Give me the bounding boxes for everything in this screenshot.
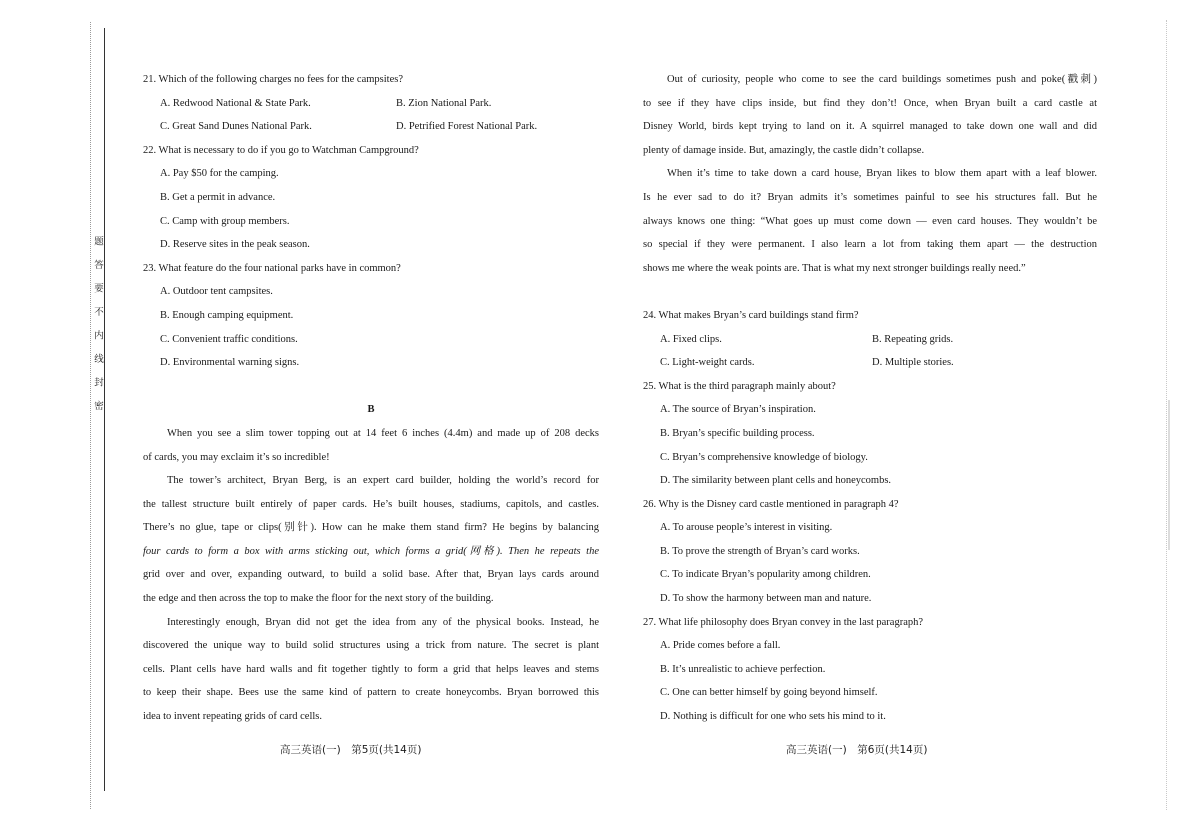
option-23-d: D. Environmental warning signs. — [160, 357, 300, 369]
passage-line: The tower’s architect, Bryan Berg, is an expert card builder, holding the world’s record for — [167, 475, 599, 487]
question-23-stem: 23. What feature do the four national parks have in common? — [143, 262, 401, 274]
option-26-b: B. To prove the strength of Bryan’s card works. — [660, 545, 860, 557]
question-26-stem: 26. Why is the Disney card castle mentioned in paragraph 4? — [643, 498, 899, 510]
passage-line: so special if they were permanent. I also learn a lot from taking them apart — the destruction — [643, 239, 1097, 251]
option-24-a: A. Fixed clips. — [660, 333, 722, 345]
question-24-options-row-2 — [643, 351, 1097, 375]
page-footer-right: 高三英语(一) 第6页(共14页) — [786, 744, 928, 756]
passage-line: Disney World, birds kept trying to land on it. A squirrel managed to take down one wall and did — [643, 121, 1097, 133]
option-24-b: B. Repeating grids. — [872, 333, 954, 345]
option-21-d: D. Petrified Forest National Park. — [396, 121, 538, 133]
passage-line: always knows one thing: “What goes up must come down — even card houses. They wouldn’t be — [643, 215, 1097, 227]
passage-line: the edge and then across the top to make the floor for the next story of the building. — [143, 593, 494, 605]
right-edge-dotted-line — [1166, 20, 1167, 810]
passage-line: of cards, you may exclaim it’s so incredible! — [143, 451, 330, 463]
passage-line: plenty of damage inside. But, amazingly, the castle didn’t collapse. — [643, 144, 925, 156]
option-24-d: D. Multiple stories. — [872, 357, 954, 369]
scan-edge-mark — [1168, 400, 1170, 550]
binding-dotted-line — [90, 22, 91, 809]
option-25-b: B. Bryan’s specific building process. — [660, 427, 815, 439]
passage-line: shows me where the weak points are. That is what my next stronger buildings really need.” — [643, 262, 1026, 274]
option-26-a: A. To arouse people’s interest in visiting. — [660, 522, 833, 534]
question-27-stem: 27. What life philosophy does Bryan convey in the last paragraph? — [643, 616, 924, 628]
option-27-c: C. One can better himself by going beyond himself. — [660, 687, 878, 699]
option-22-b: B. Get a permit in advance. — [160, 191, 276, 203]
option-23-c: C. Convenient traffic conditions. — [160, 333, 298, 345]
option-25-c: C. Bryan’s comprehensive knowledge of biology. — [660, 451, 868, 463]
passage-line: cells. Plant cells have hard walls and fit together tightly to form a grid that helps leaves and stems — [143, 663, 599, 675]
passage-line: There’s no glue, tape or clips(别针). How can he make them stand firm? He begins by balancing — [143, 522, 599, 534]
option-22-c: C. Camp with group members. — [160, 215, 290, 227]
section-heading: B — [367, 404, 375, 416]
page-footer-left: 高三英语(一) 第5页(共14页) — [280, 744, 422, 756]
option-22-d: D. Reserve sites in the peak season. — [160, 239, 310, 251]
left-page-column — [143, 68, 599, 729]
passage-line: Interestingly enough, Bryan did not get the idea from any of the physical books. Instead, he — [167, 616, 599, 628]
passage-line: grid over and over, expanding outward, to build a solid base. After that, Bryan lays cards around — [143, 569, 599, 581]
option-23-b: B. Enough camping equipment. — [160, 309, 294, 321]
binding-warning-text: 题答要不内线封密 — [92, 236, 103, 424]
option-21-c: C. Great Sand Dunes National Park. — [160, 121, 312, 133]
option-26-c: C. To indicate Bryan’s popularity among children. — [660, 569, 871, 581]
option-27-a: A. Pride comes before a fall. — [660, 640, 781, 652]
option-21-b: B. Zion National Park. — [396, 97, 492, 109]
passage-line: When you see a slim tower topping out at 14 feet 6 inches (4.4m) and made up of 208 decks — [167, 427, 599, 439]
question-24-stem: 24. What makes Bryan’s card buildings stand firm? — [643, 309, 859, 321]
passage-line: When it’s time to take down a card house, Bryan likes to blow them apart with a leaf blower. — [667, 168, 1097, 180]
passage-line: four cards to form a box with arms sticking out, which forms a grid(网格). Then he repeats the — [143, 545, 599, 557]
option-22-a: A. Pay $50 for the camping. — [160, 168, 279, 180]
passage-line: Out of curiosity, people who come to see the card buildings sometimes push and poke(戳刺) — [667, 74, 1097, 85]
option-26-d: D. To show the harmony between man and nature. — [660, 593, 872, 605]
option-23-a: A. Outdoor tent campsites. — [160, 286, 273, 298]
passage-line: the tallest structure built entirely of paper cards. He’s built houses, stadiums, capitols, and castles. — [143, 498, 599, 510]
question-21-stem: 21. Which of the following charges no fees for the campsites? — [143, 74, 403, 85]
option-21-a: A. Redwood National & State Park. — [160, 97, 311, 109]
question-21-options-row-2 — [143, 115, 599, 139]
option-27-d: D. Nothing is difficult for one who sets his mind to it. — [660, 711, 886, 723]
passage-line: discovered the unique way to build solid structures using a trick from nature. The secret is plant — [143, 640, 599, 652]
option-25-d: D. The similarity between plant cells and honeycombs. — [660, 475, 892, 487]
passage-line: to see if they have clips inside, but find they don’t! Once, when Bryan built a card castle at — [643, 97, 1097, 109]
binding-rule — [104, 28, 105, 791]
question-25-stem: 25. What is the third paragraph mainly about? — [643, 380, 836, 392]
option-27-b: B. It’s unrealistic to achieve perfection. — [660, 663, 826, 675]
option-25-a: A. The source of Bryan’s inspiration. — [660, 404, 816, 416]
question-24-options-row-1 — [643, 328, 1097, 352]
passage-line: idea to invent repeating grids of card cells. — [143, 711, 323, 723]
right-page-column — [643, 68, 1097, 729]
option-24-c: C. Light-weight cards. — [660, 357, 755, 369]
question-22-stem: 22. What is necessary to do if you go to Watchman Campground? — [143, 144, 419, 156]
question-21-options-row-1 — [143, 92, 599, 116]
passage-line: Is he ever sad to do it? Bryan admits it’s sometimes painful to see his structures fall. But he — [643, 191, 1097, 203]
passage-line: to keep their shape. Bees use the same kind of pattern to create honeycombs. Bryan borrowed this — [143, 687, 599, 699]
